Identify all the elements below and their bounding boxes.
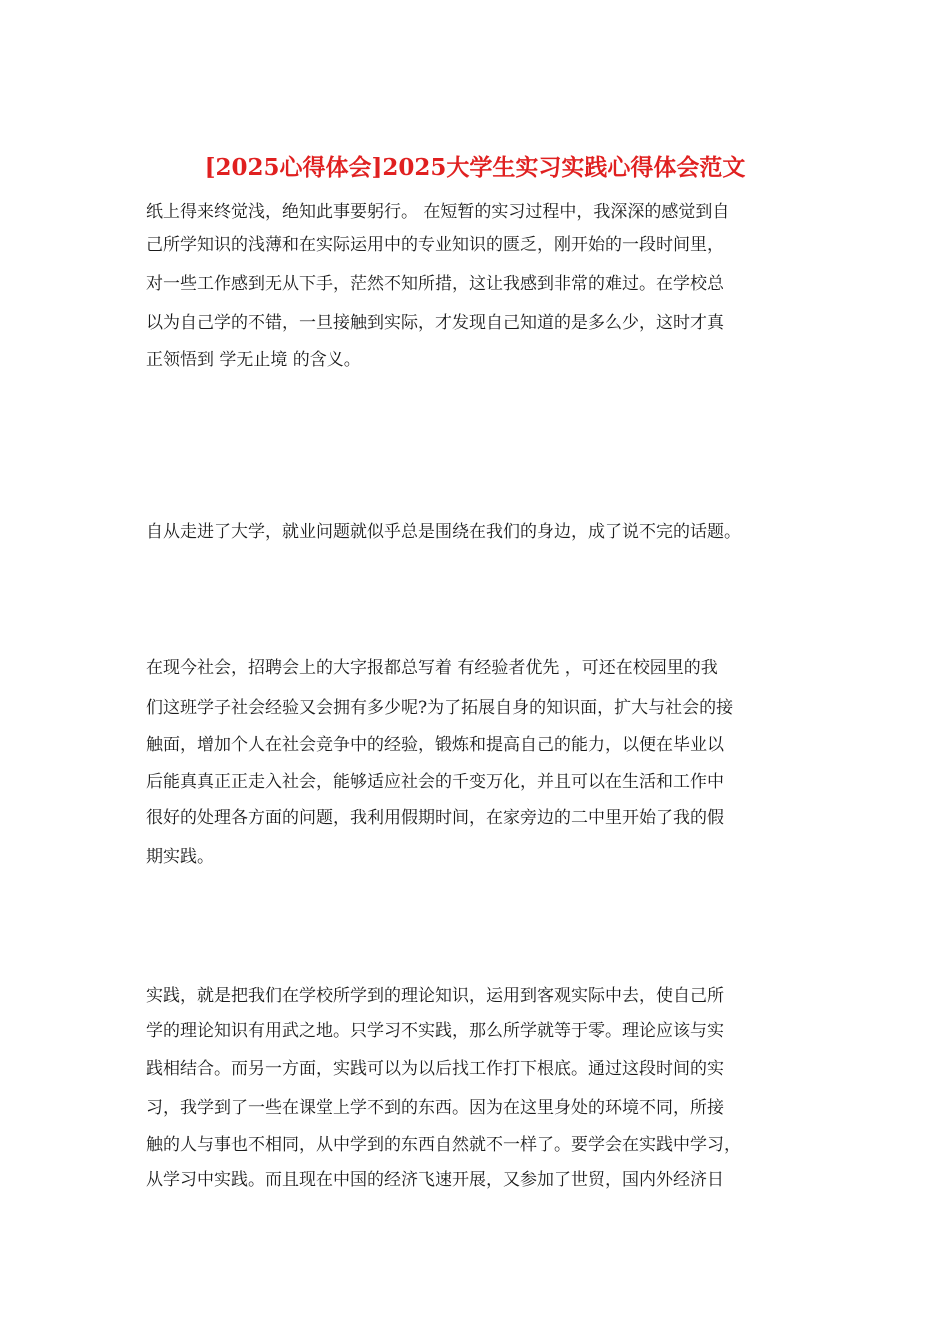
paragraph-line: 期实践。	[146, 847, 214, 867]
paragraph-line: 自从走进了大学，就业问题就似乎总是围绕在我们的身边，成了说不完的话题。	[146, 522, 741, 542]
paragraph-line: 从学习中实践。而且现在中国的经济飞速开展，又参加了世贸，国内外经济日	[146, 1170, 724, 1190]
paragraph-line: 在现今社会，招聘会上的大字报都总写着 有经验者优先 ，可还在校园里的我	[146, 658, 718, 678]
paragraph-line: 习，我学到了一些在课堂上学不到的东西。因为在这里身处的环境不同，所接	[146, 1098, 724, 1118]
paragraph-line: 己所学知识的浅薄和在实际运用中的专业知识的匮乏，刚开始的一段时间里，	[146, 235, 724, 255]
document-title: [2025心得体会]2025大学生实习实践心得体会范文	[204, 154, 746, 181]
paragraph-line: 践相结合。而另一方面，实践可以为以后找工作打下根底。通过这段时间的实	[146, 1059, 724, 1079]
paragraph-line: 触的人与事也不相同，从中学到的东西自然就不一样了。要学会在实践中学习，	[146, 1135, 741, 1155]
paragraph-line: 正领悟到 学无止境 的含义。	[146, 350, 361, 370]
paragraph-line: 学的理论知识有用武之地。只学习不实践，那么所学就等于零。理论应该与实	[146, 1021, 724, 1041]
paragraph-line: 以为自己学的不错，一旦接触到实际，才发现自己知道的是多么少，这时才真	[146, 313, 724, 333]
paragraph-line: 实践，就是把我们在学校所学到的理论知识，运用到客观实际中去，使自己所	[146, 986, 724, 1006]
paragraph-line: 们这班学子社会经验又会拥有多少呢?为了拓展自身的知识面，扩大与社会的接	[146, 698, 734, 718]
paragraph-line: 触面，增加个人在社会竞争中的经验，锻炼和提高自己的能力，以便在毕业以	[146, 735, 724, 755]
paragraph-line: 纸上得来终觉浅，绝知此事要躬行。 在短暂的实习过程中，我深深的感觉到自	[146, 202, 730, 222]
paragraph-line: 后能真真正正走入社会，能够适应社会的千变万化，并且可以在生活和工作中	[146, 772, 724, 792]
paragraph-line: 对一些工作感到无从下手，茫然不知所措，这让我感到非常的难过。在学校总	[146, 274, 724, 294]
paragraph-line: 很好的处理各方面的问题，我利用假期时间，在家旁边的二中里开始了我的假	[146, 808, 724, 828]
